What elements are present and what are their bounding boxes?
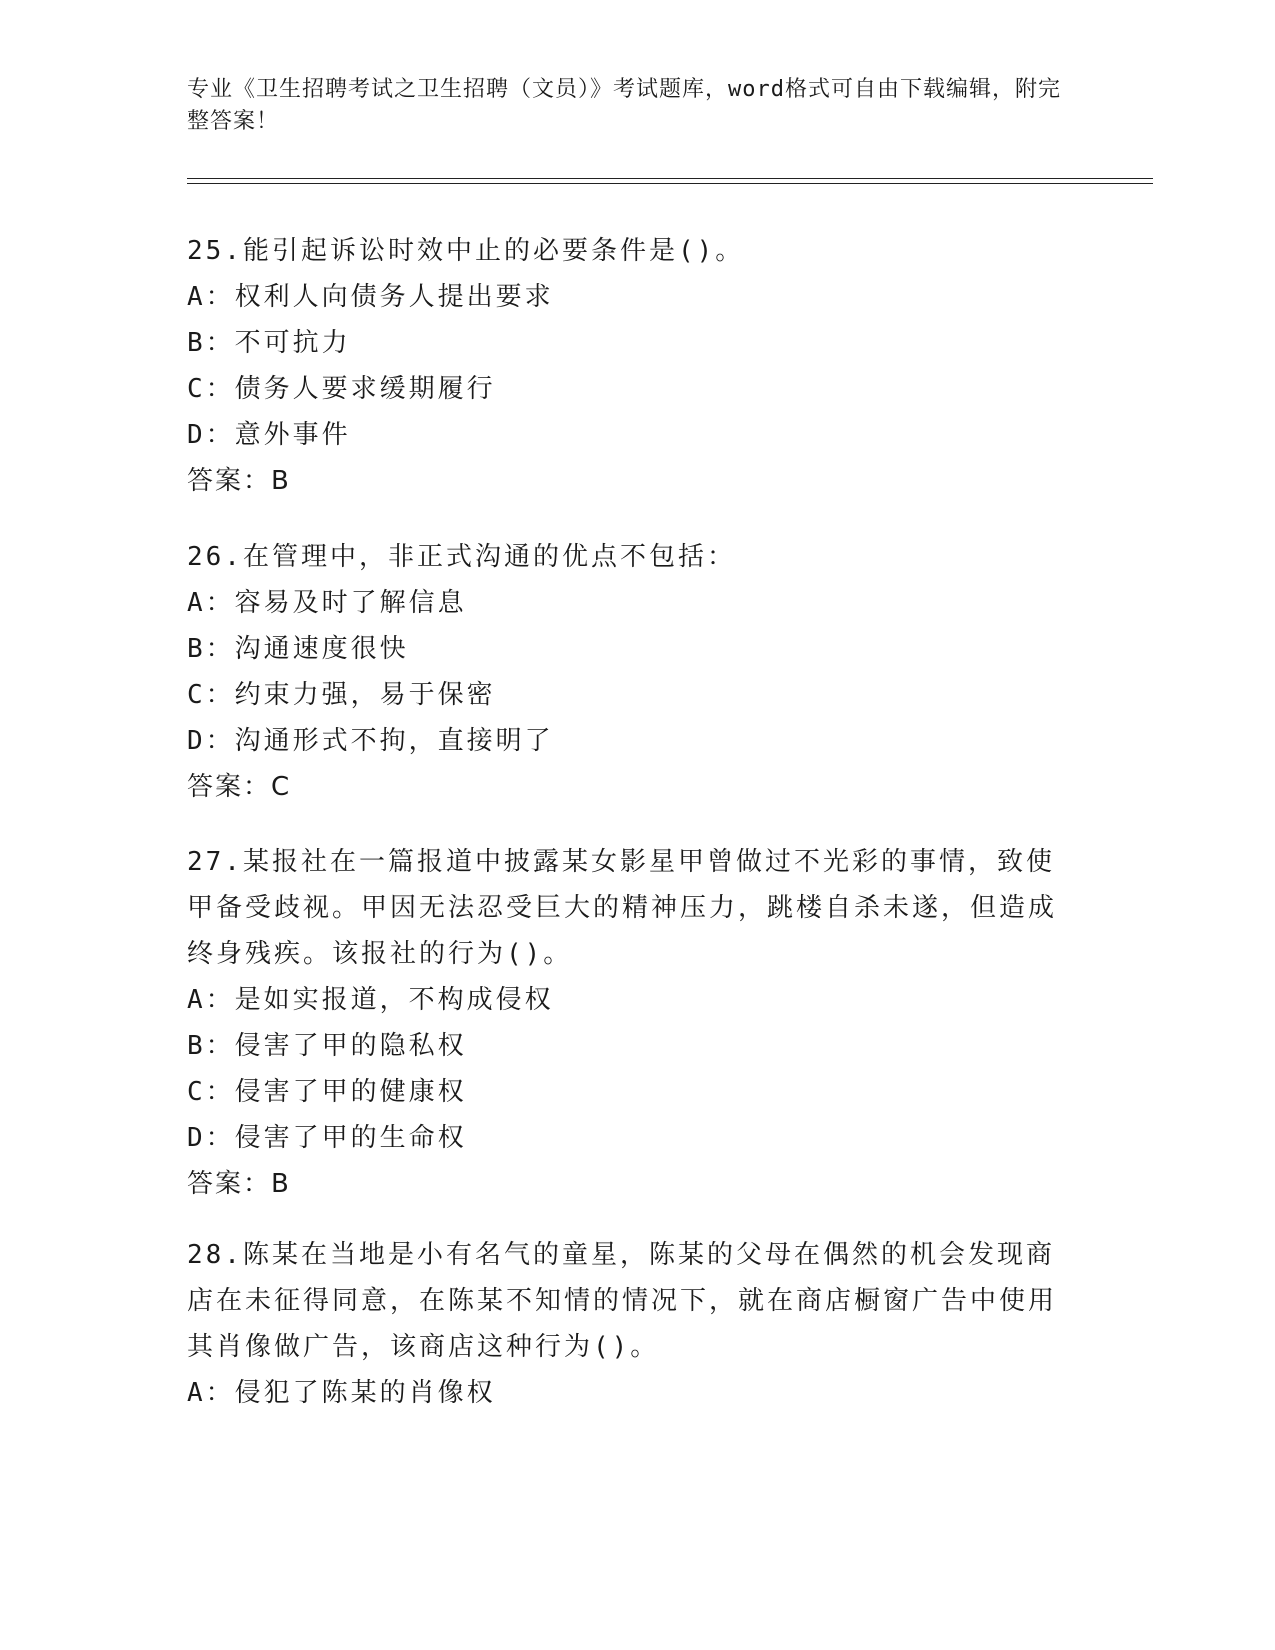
question-26 (187, 534, 1067, 810)
option-a: A：容易及时了解信息 (187, 588, 467, 618)
question-25 (187, 228, 1067, 504)
document-header: 专业《卫生招聘考试之卫生招聘（文员）》考试题库，word格式可自由下载编辑，附完整答案！ (187, 77, 1061, 134)
option-d: D：侵害了甲的生命权 (187, 1123, 467, 1153)
option-b: B：侵害了甲的隐私权 (187, 1031, 467, 1061)
option-a: A：侵犯了陈某的肖像权 (187, 1378, 496, 1408)
question-27 (187, 839, 1067, 1207)
answer: 答案：C (187, 772, 292, 802)
header-rule-top (187, 178, 1153, 179)
option-c: C：债务人要求缓期履行 (187, 374, 496, 404)
answer: 答案：B (187, 1169, 291, 1199)
option-c: C：约束力强，易于保密 (187, 680, 496, 710)
option-a: A：权利人向债务人提出要求 (187, 282, 554, 312)
option-a: A：是如实报道，不构成侵权 (187, 985, 554, 1015)
question-28 (187, 1232, 1067, 1416)
question-stem: 27.某报社在一篇报道中披露某女影星甲曾做过不光彩的事情，致使甲备受歧视。甲因无法忍受巨大的精神压力，跳楼自杀未遂，但造成终身残疾。该报社的行为()。 (187, 847, 1058, 969)
option-b: B：沟通速度很快 (187, 634, 409, 664)
option-d: D：意外事件 (187, 420, 351, 450)
question-stem: 26.在管理中，非正式沟通的优点不包括： (187, 542, 736, 572)
header-rule-bottom (187, 183, 1153, 184)
option-d: D：沟通形式不拘，直接明了 (187, 726, 554, 756)
question-stem: 25.能引起诉讼时效中止的必要条件是()。 (187, 236, 745, 266)
option-c: C：侵害了甲的健康权 (187, 1077, 467, 1107)
option-b: B：不可抗力 (187, 328, 351, 358)
answer: 答案：B (187, 466, 291, 496)
question-stem: 28.陈某在当地是小有名气的童星，陈某的父母在偶然的机会发现商店在未征得同意，在陈某不知情的情况下，就在商店橱窗广告中使用其肖像做广告，该商店这种行为()。 (187, 1240, 1058, 1362)
